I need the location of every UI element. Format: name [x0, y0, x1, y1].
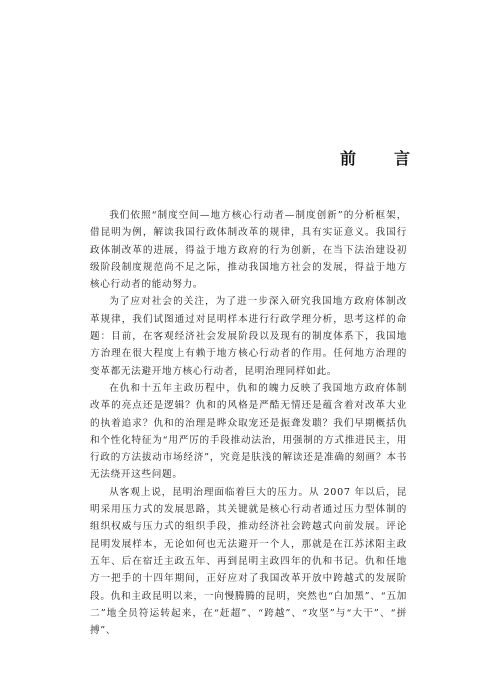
paragraph-4: 从客观上说，昆明治理面临着巨大的压力。从 2007 年以后，昆明采用压力式的发展思路，其关键就是核心行动者通过压力型体制的组织权威与压力式的组织手段，推动经济社会跨越式向前发展。评论昆明发展样本，无论如何也无法避开一个人，那就是在江苏沭阳主政五年、后在宿迁主政五年、再到昆明主政四年的仇和书记。仇和任地方一把手的十四年期间，正好应对了我国改革开放中跨越式的发展阶段。仇和主政昆明以来，一向慢腾腾的昆明，突然也“白加黑”、“五加二”地全员符运转起来，在“赶超”、“跨越”、“攻坚”与“大干”、“拼搏”、 — [90, 486, 407, 637]
body-text — [90, 207, 407, 639]
title-char-1: 前 — [340, 149, 357, 168]
title-char-2: 言 — [393, 149, 410, 168]
paragraph-1: 我们依照“制度空间—地方核心行动者—制度创新”的分析框架，借昆明为例，解读我国行政体制改革的规律，具有实证意义。我国行政体制改革的进展，得益于地方政府的行为创新，在当下法治建设初级阶段制度规范尚不足之际，推动我国地方社会的发展，得益于地方核心行动者的能动努力。 — [90, 210, 407, 291]
paragraph-2: 为了应对社会的关注，为了进一步深入研究我国地方政府体制改革规律，我们试图通过对昆明样本进行行政学理分析，思考这样的命题：目前，在客观经济社会发展阶段以及现有的制度体系下，我国地方治理在很大程度上有赖于地方核心行动者的作用。任何地方治理的变革都无法避开地方核心行动者，昆明治理同样如此。 — [90, 296, 407, 377]
paragraph-3: 在仇和十五年主政历程中，仇和的魄力反映了我国地方政府体制改革的亮点还是逻辑？仇和的风格是严酷无情还是蕴含着对改革大业的执着追求？仇和的治理是晔众取宠还是振聋发聩？我们早期概括仇和个性化特征为“用严厉的手段推动法治，用强制的方式推进民主，用行政的方法拔动市场经济”，究竟是肤浅的解读还是准确的刻画？本书无法绕开这些问题。 — [90, 382, 407, 481]
page-title — [340, 146, 410, 169]
